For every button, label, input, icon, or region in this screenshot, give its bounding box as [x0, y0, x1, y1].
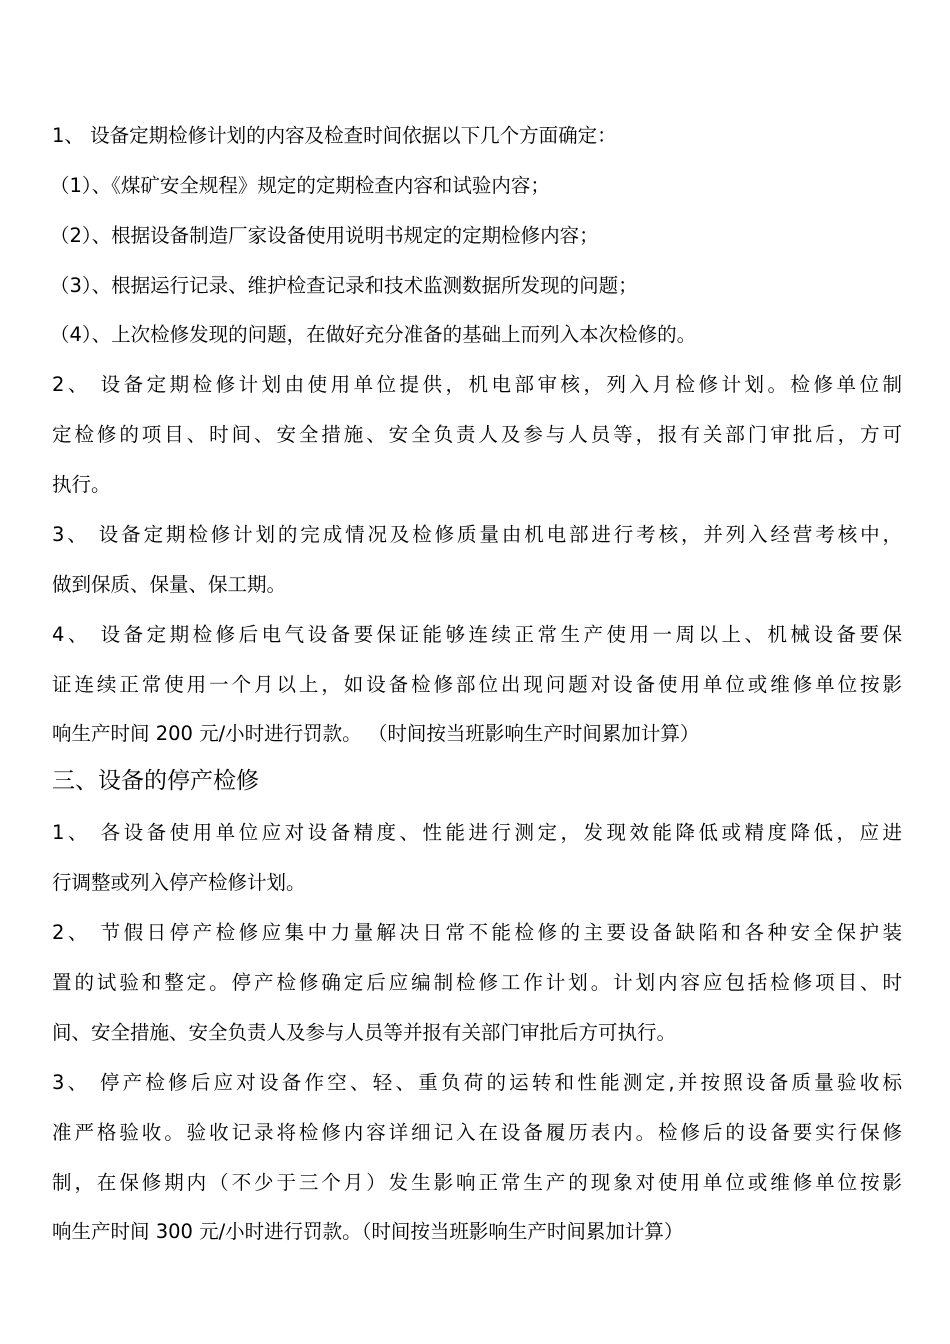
item-3-line-1: 3、 设备定期检修计划的完成情况及检修质量由机电部进行考核，并列入经营考核中，	[52, 523, 902, 546]
s3-item-3-line-4: 响生产时间 300 元/小时进行罚款。（时间按当班影响生产时间累加计算）	[52, 1220, 684, 1243]
sub-item-2-text: （2）、根据设备制造厂家设备使用说明书规定的定期检修内容；	[50, 224, 599, 247]
item-4-line-2: 证连续正常使用一个月以上，如设备检修部位出现问题对设备使用单位或维修单位按影	[52, 673, 902, 696]
item-2-line-1: 2、 设备定期检修计划由使用单位提供，机电部审核，列入月检修计划。检修单位制	[52, 373, 902, 396]
item-1-text: 1、 设备定期检修计划的内容及检查时间依据以下几个方面确定：	[52, 124, 617, 147]
s3-item-2-line-1: 2、 节假日停产检修应集中力量解决日常不能检修的主要设备缺陷和各种安全保护装	[52, 921, 902, 944]
item-4-line-1: 4、 设备定期检修后电气设备要保证能够连续正常生产使用一周以上、机械设备要保	[52, 623, 902, 646]
s3-item-3-line-1: 3、 停产检修后应对设备作空、轻、重负荷的运转和性能测定,并按照设备质量验收标	[52, 1071, 902, 1094]
s3-item-1-line-1: 1、 各设备使用单位应对设备精度、性能进行测定，发现效能降低或精度降低，应进	[52, 821, 902, 844]
s3-item-2-line-3: 间、安全措施、安全负责人及参与人员等并报有关部门审批后方可执行。	[52, 1021, 677, 1044]
item-4-line-3: 响生产时间 200 元/小时进行罚款。 （时间按当班影响生产时间累加计算）	[52, 722, 700, 745]
item-2-line-3: 执行。	[52, 473, 111, 496]
item-2-line-2: 定检修的项目、时间、安全措施、安全负责人及参与人员等，报有关部门审批后，方可	[52, 423, 902, 446]
s3-item-3-line-3: 制，在保修期内（不少于三个月）发生影响正常生产的现象对使用单位或维修单位按影	[52, 1171, 902, 1194]
s3-item-1-line-2: 行调整或列入停产检修计划。	[52, 871, 306, 894]
s3-item-3-line-2: 准严格验收。验收记录将检修内容详细记入在设备履历表内。检修后的设备要实行保修	[52, 1121, 902, 1144]
sub-item-4-text: （4）、上次检修发现的问题，在做好充分准备的基础上而列入本次检修的。	[50, 323, 697, 346]
s3-item-2-line-2: 置的试验和整定。停产检修确定后应编制检修工作计划。计划内容应包括检修项目、时	[52, 971, 902, 994]
item-3-line-2: 做到保质、保量、保工期。	[52, 573, 287, 596]
sub-item-3-text: （3）、根据运行记录、维护检查记录和技术监测数据所发现的问题；	[50, 274, 638, 297]
sub-item-1-text: （1）、《煤矿安全规程》规定的定期检查内容和试验内容；	[50, 174, 550, 197]
section-3-heading: 三、设备的停产检修	[52, 768, 259, 794]
